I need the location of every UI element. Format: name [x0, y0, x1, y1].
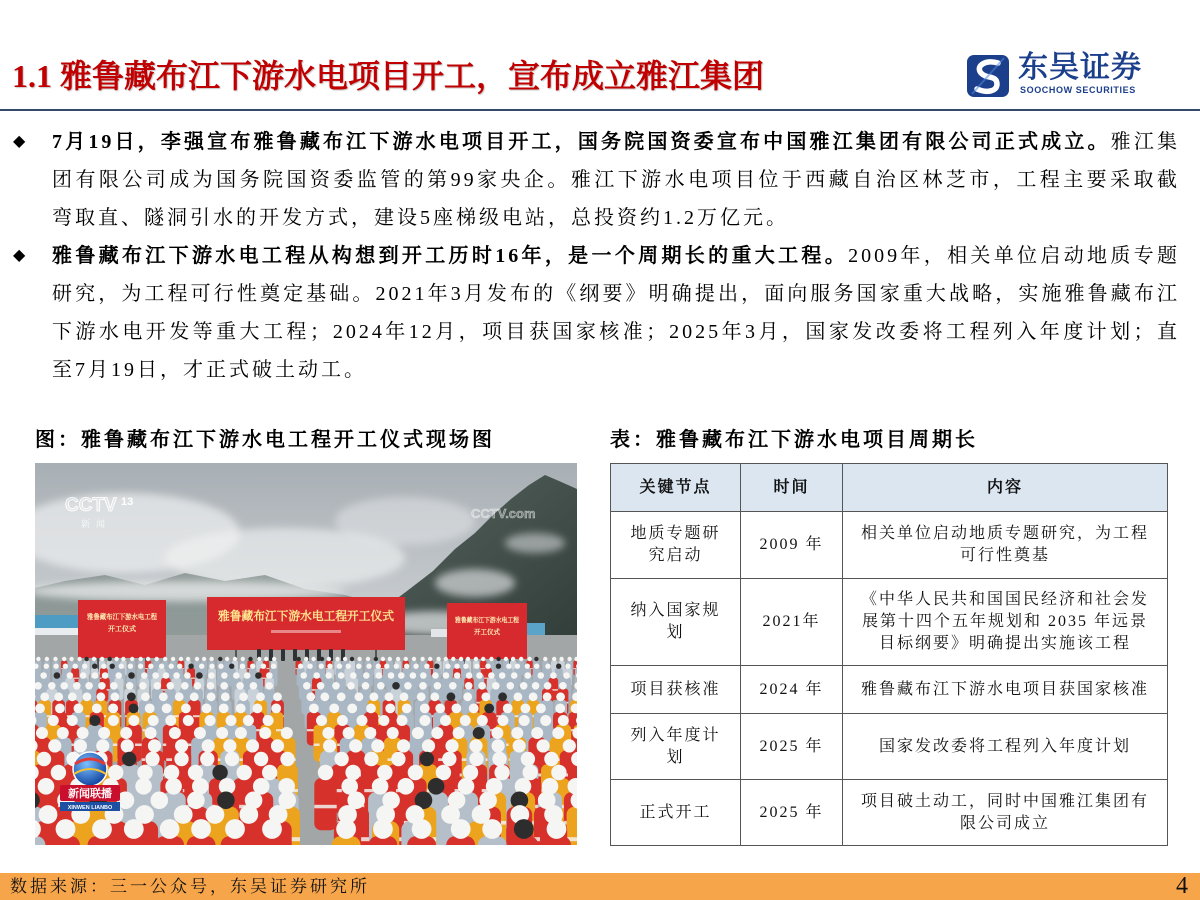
project-timeline-table — [610, 463, 1168, 846]
table-row — [611, 512, 1168, 579]
table-row — [611, 579, 1168, 666]
banner-main-title: 雅鲁藏布江下游水电工程开工仪式 — [218, 609, 399, 623]
bullet-text-1: 雅江集团有限公司成为国务院国资委监管的第99家央企。雅江下游水电项目位于西藏自治区林芝市，工程主要采取截弯取直、隧洞引水的开发方式，建设5座梯级电站，总投资约1.2万亿元。 — [52, 131, 1181, 229]
table-row — [611, 666, 1168, 714]
brand-name-en: SOOCHOW SECURITIES — [1020, 85, 1136, 95]
header-divider — [0, 109, 1200, 111]
table-row — [611, 714, 1168, 780]
bullet-list — [0, 123, 1180, 389]
bullet-lead-1: 7月19日，李强宣布雅鲁藏布江下游水电项目开工，国务院国资委宣布中国雅江集团有限公司正式成立。 — [52, 131, 1111, 153]
brand-logo — [966, 52, 1156, 98]
cctv-channel-sub: 新闻 — [81, 519, 112, 529]
bullet-diamond-icon: ◆ — [13, 133, 26, 150]
banner-right-line1: 雅鲁藏布江下游水电工程 — [455, 617, 527, 624]
footer-bar — [0, 873, 1200, 900]
xinwen-lianbo-cn: 新闻联播 — [68, 788, 112, 800]
bullet-text-2: 2009年，相关单位启动地质专题研究，为工程可行性奠定基础。2021年3月发布的《纲要》明确提出，面向服务国家重大战略，实施雅鲁藏布江下游水电开发等重大工程；2024年12月，项目获国家核准；2025年3月，国家发改委将工程列入年度计划；直至7月19日，才正式破土动工。 — [52, 245, 1181, 381]
cctv-logo-text: CCTV — [65, 495, 117, 516]
cell-content: 项目破土动工，同时中国雅江集团有限公司成立 — [843, 780, 1168, 846]
bullet-lead-2: 雅鲁藏布江下游水电工程从构想到开工历时16年，是一个周期长的重大工程。 — [52, 245, 849, 267]
header-content: 内容 — [843, 464, 1168, 512]
cctv-com-watermark: CCTV.com — [471, 506, 536, 521]
bullet-item-1 — [0, 123, 1180, 237]
table-row — [611, 780, 1168, 846]
soochow-logo-icon — [966, 54, 1010, 98]
table-header-row — [611, 464, 1168, 512]
cell-time: 2025 年 — [741, 714, 843, 780]
bullet-diamond-icon: ◆ — [13, 247, 26, 264]
cctv-channel-number: 13 — [121, 496, 134, 508]
cell-key-node: 地质专题研究启动 — [611, 512, 741, 579]
cell-key-node: 正式开工 — [611, 780, 741, 846]
bullet-item-2 — [0, 237, 1180, 389]
slide-title: 1.1 雅鲁藏布江下游水电项目开工，宣布成立雅江集团 — [12, 58, 765, 94]
header-key-node: 关键节点 — [611, 464, 741, 512]
page-number: 4 — [1176, 873, 1188, 899]
cell-time: 2021年 — [741, 579, 843, 666]
cell-content: 国家发改委将工程列入年度计划 — [843, 714, 1168, 780]
cell-content: 相关单位启动地质专题研究，为工程可行性奠基 — [843, 512, 1168, 579]
cell-time: 2025 年 — [741, 780, 843, 846]
banner-left-line1: 雅鲁藏布江下游水电工程 — [87, 614, 164, 621]
header-time: 时间 — [741, 464, 843, 512]
banner-left-line2: 开工仪式 — [108, 626, 136, 633]
xinwen-lianbo-en: XINWEN LIANBO — [67, 805, 113, 811]
cell-key-node: 列入年度计划 — [611, 714, 741, 780]
figure-caption: 图：雅鲁藏布江下游水电工程开工仪式现场图 — [35, 429, 495, 451]
ceremony-photo — [35, 463, 577, 845]
brand-name-cn: 东吴证券 — [1018, 51, 1142, 84]
cell-content: 《中华人民共和国国民经济和社会发展第十四个五年规划和 2035 年远景目标纲要》明确提出实施该工程 — [843, 579, 1168, 666]
data-source: 数据来源：三一公众号，东吴证券研究所 — [10, 877, 370, 896]
cell-key-node: 纳入国家规划 — [611, 579, 741, 666]
table-caption: 表：雅鲁藏布江下游水电项目周期长 — [610, 429, 978, 451]
banner-right-line2: 开工仪式 — [474, 629, 500, 636]
cell-content: 雅鲁藏布江下游水电项目获国家核准 — [843, 666, 1168, 714]
cell-time: 2009 年 — [741, 512, 843, 579]
cell-time: 2024 年 — [741, 666, 843, 714]
cell-key-node: 项目获核准 — [611, 666, 741, 714]
